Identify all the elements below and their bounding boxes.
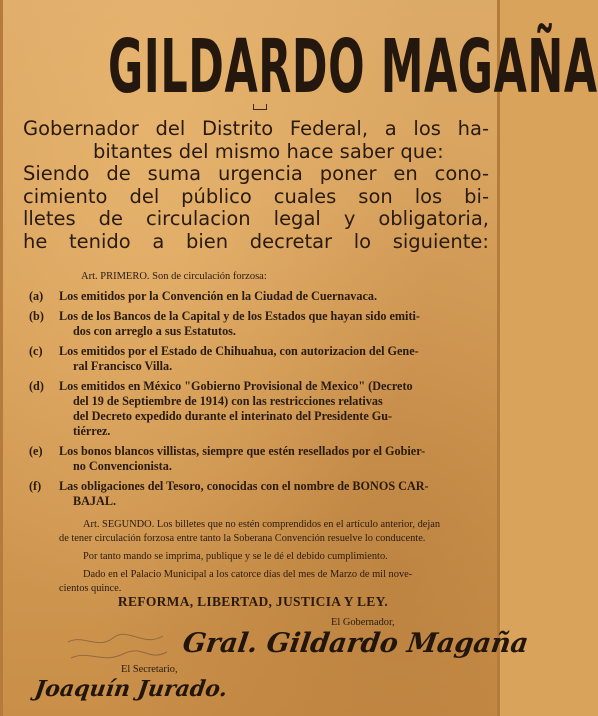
title-block (3, 24, 598, 110)
item-marker: (d) (29, 379, 44, 393)
headline-line: Siendo de suma urgencia poner en cono- (23, 162, 489, 186)
list-item (29, 379, 489, 439)
item-marker: (e) (29, 444, 43, 458)
item-text: Los emitidos por el Estado de Chihuahua, con autorizacion del Gene- (59, 344, 419, 358)
list-item (29, 479, 489, 509)
item-text: ral Francisco Villa. (73, 359, 173, 373)
item-text: BAJAL. (73, 494, 117, 508)
headline-line: lletes de circulacion legal y obligatoria, (23, 207, 489, 231)
dado-line: cientos quince. (59, 583, 122, 594)
item-marker: (a) (29, 289, 44, 303)
item-text: Los de los Bancos de la Capital y de los Estados que hayan sido emiti- (59, 309, 420, 323)
governor-signature: Gral. Gildardo Magaña (180, 628, 531, 659)
headline-text (23, 118, 489, 254)
headline-line: bitantes del mismo hace saber que: (93, 139, 444, 163)
secretary-signature: Joaquín Jurado. (33, 676, 230, 702)
item-text: dos con arreglo a sus Estatutos. (73, 324, 236, 338)
por-tanto-text: Por tanto mando se imprima, publique y se le dé el debido cumplimiento. (83, 551, 388, 562)
item-marker: (c) (29, 344, 43, 358)
item-text: del 19 de Septiembre de 1914) con las restricciones relativas (73, 394, 383, 408)
governor-label: El Gobernador, (331, 617, 395, 628)
item-text: Los bonos blancos villistas, siempre que estén resellados por el Gobier- (59, 444, 426, 458)
secretary-label: El Secretario, (121, 664, 178, 675)
headline-line: cimiento del público cuales son los bi- (23, 184, 489, 208)
list-item (29, 344, 489, 374)
item-list (29, 289, 489, 514)
article-primero: Art. PRIMERO. Son de circulación forzosa: (81, 271, 267, 282)
item-marker: (b) (29, 309, 44, 323)
article-segundo-line: de tener circulación forzosa entre tanto la Soberana Convención resuelve lo conducente. (59, 533, 426, 544)
item-text: Las obligaciones del Tesoro, conocidas con el nombre de BONOS CAR- (59, 479, 429, 493)
headline-line: Gobernador del Distrito Federal, a los ha- (23, 117, 489, 140)
article-segundo-line: Art. SEGUNDO. Los billetes que no estén comprendidos en el artículo anterior, dejan (83, 519, 441, 530)
motto: REFORMA, LIBERTAD, JUSTICIA Y LEY. (117, 594, 389, 609)
item-text: del Decreto expedido durante el interinato del Presidente Gu- (73, 409, 393, 423)
headline-line: he tenido a bien decretar lo siguiente: (23, 229, 489, 253)
list-item (29, 289, 489, 304)
list-item (29, 309, 489, 339)
item-marker: (f) (29, 479, 42, 493)
item-text: Los emitidos en México "Gobierno Provisional de Mexico" (Decreto (59, 379, 413, 393)
dado-line: Dado en el Palacio Municipal a los catorce días del mes de Marzo de mil nove- (83, 569, 413, 580)
item-text: Los emitidos por la Convención en la Ciudad de Cuernavaca. (59, 289, 378, 303)
list-item (29, 444, 489, 474)
item-text: no Convencionista. (73, 459, 172, 473)
print-mark (253, 104, 267, 110)
poster-title: GILDARDO MAGAÑA (108, 24, 598, 110)
item-text: tiérrez. (73, 424, 111, 438)
